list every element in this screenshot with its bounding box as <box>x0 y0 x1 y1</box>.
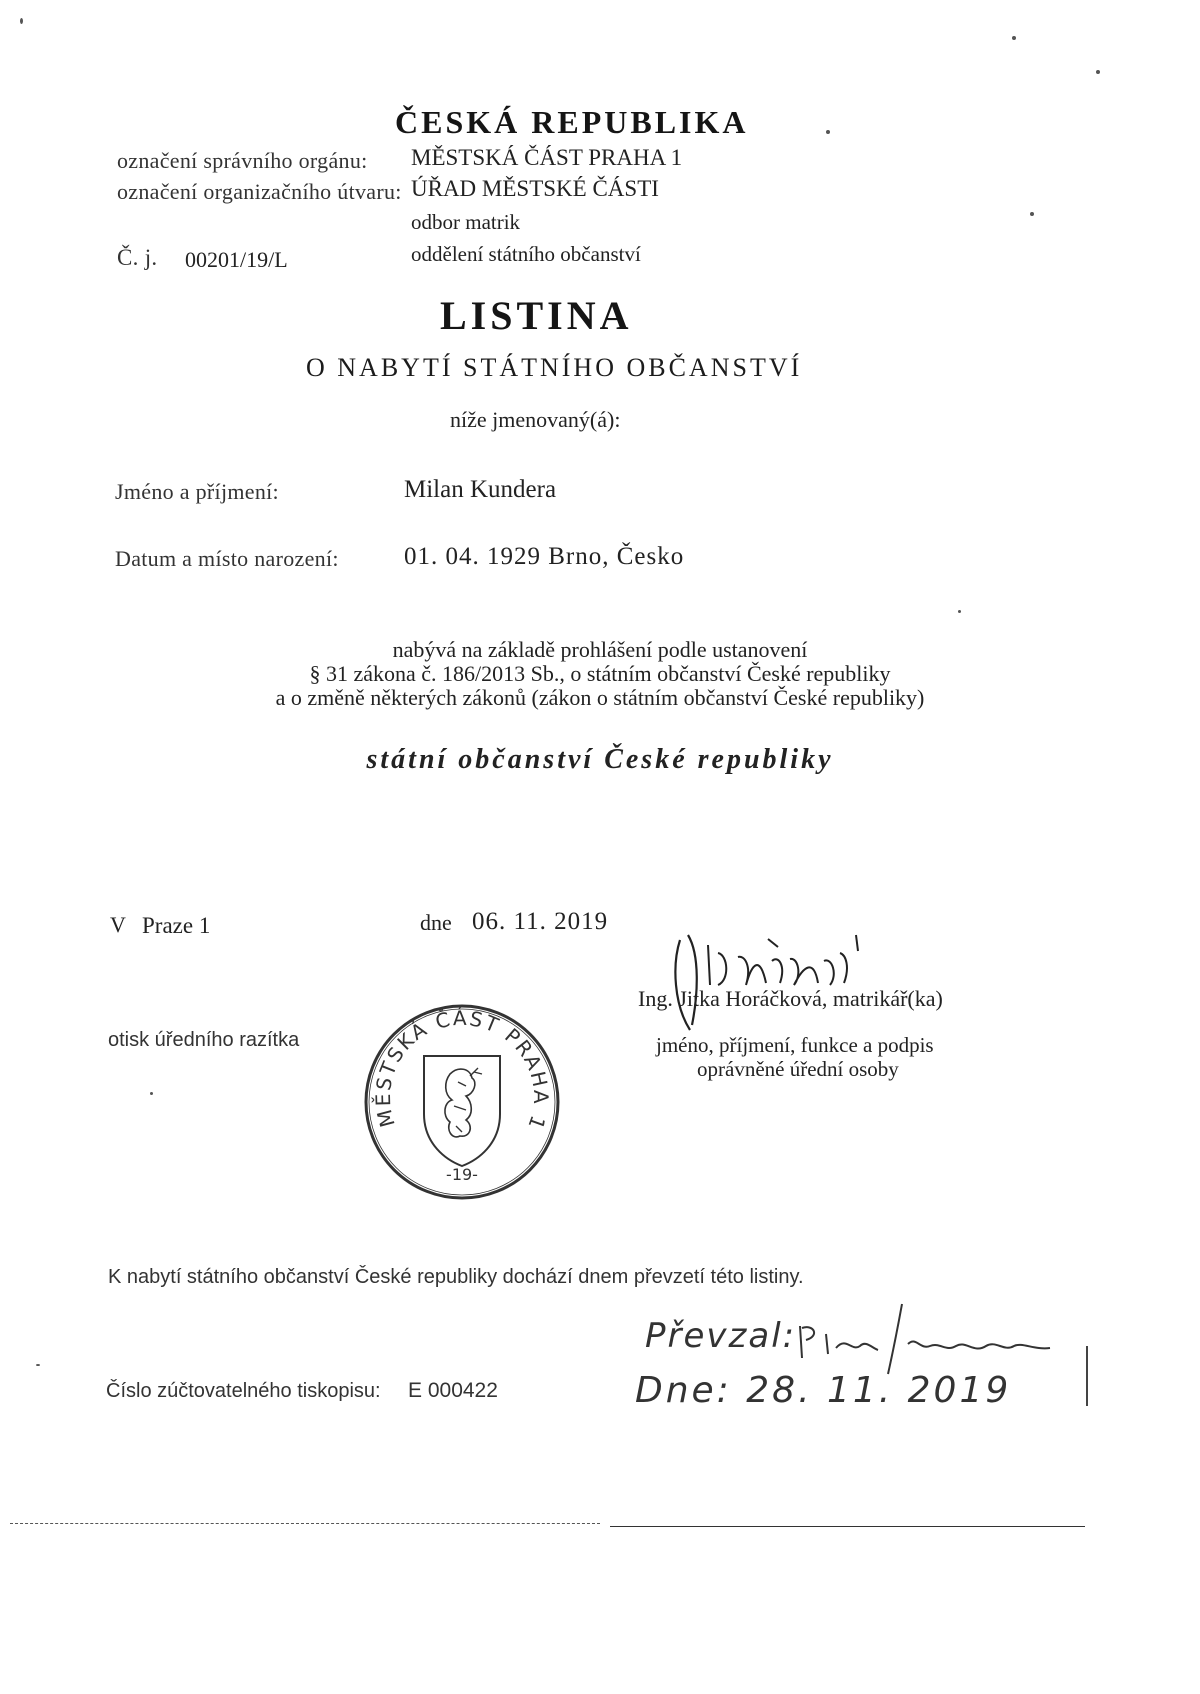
recipient-signature <box>790 1296 1060 1376</box>
scan-speck <box>1030 212 1034 216</box>
scan-speck <box>958 610 961 613</box>
acquired-citizenship: státní občanství České republiky <box>366 744 834 775</box>
document-title: LISTINA <box>440 293 633 338</box>
name-label: Jméno a příjmení: <box>115 479 279 504</box>
official-signature <box>660 925 900 1035</box>
margin-mark <box>1086 1346 1088 1406</box>
received-date: Dne: 28. 11. 2019 <box>635 1370 1012 1411</box>
form-number-label: Číslo zúčtovatelného tiskopisu: <box>106 1380 381 1402</box>
birth-label: Datum a místo narození: <box>115 546 339 571</box>
official-caption-line-1: jméno, příjmení, funkce a podpis <box>656 1033 934 1057</box>
official-caption-line-2: oprávněné úřední osoby <box>697 1057 899 1081</box>
scan-speck <box>36 1364 40 1366</box>
official-stamp <box>362 1002 562 1202</box>
unit-value: ÚŘAD MĚSTSKÉ ČÁSTI <box>411 176 659 201</box>
reference-label: Č. j. <box>117 245 158 270</box>
legal-line-1: nabývá na základě prohlášení podle ustanovení <box>392 637 808 662</box>
legal-line-2: § 31 zákona č. 186/2013 Sb., o státním občanství České republiky <box>309 661 891 686</box>
country-heading: ČESKÁ REPUBLIKA <box>395 104 749 140</box>
place-value: Praze 1 <box>142 913 211 938</box>
section: oddělení státního občanství <box>411 242 641 266</box>
acquisition-note: K nabytí státního občanství České republiky dochází dnem převzetí této listiny. <box>108 1266 804 1288</box>
birth-value: 01. 04. 1929 Brno, Česko <box>404 543 685 570</box>
form-number-value: E 000422 <box>408 1379 498 1402</box>
name-value: Milan Kundera <box>404 476 557 503</box>
date-prefix: dne <box>420 910 452 935</box>
place-prefix: V <box>110 912 126 937</box>
authority-label: označení správního orgánu: <box>117 148 368 173</box>
bottom-rule-right <box>610 1526 1085 1527</box>
scan-speck <box>1012 36 1016 40</box>
scan-speck <box>1096 70 1100 74</box>
scan-speck <box>20 18 23 24</box>
document-subtitle: O NABYTÍ STÁTNÍHO OBČANSTVÍ <box>306 353 803 382</box>
stamp-ring-text: MĚSTSKÁ ČÁST PRAHA 1 <box>370 1005 554 1135</box>
bottom-rule-left <box>10 1523 600 1524</box>
unit-label: označení organizačního útvaru: <box>117 179 402 204</box>
official-name: Ing. Jitka Horáčková, matrikář(ka) <box>638 986 943 1011</box>
department: odbor matrik <box>411 210 521 234</box>
legal-line-3: a o změně některých zákonů (zákon o státním občanství České republiky) <box>275 685 925 710</box>
scan-speck <box>826 130 830 134</box>
scan-speck <box>150 1092 153 1095</box>
authority-value: MĚSTSKÁ ČÁST PRAHA 1 <box>411 145 683 170</box>
intro-text: níže jmenovaný(á): <box>450 407 621 432</box>
svg-text:MĚSTSKÁ ČÁST PRAHA 1 <box>371 1006 553 1134</box>
issue-date: 06. 11. 2019 <box>472 908 609 935</box>
stamp-number: -19- <box>446 1165 478 1184</box>
stamp-label: otisk úředního razítka <box>108 1029 300 1051</box>
received-by-text: Převzal: <box>645 1316 797 1356</box>
reference-number: 00201/19/L <box>185 247 288 272</box>
